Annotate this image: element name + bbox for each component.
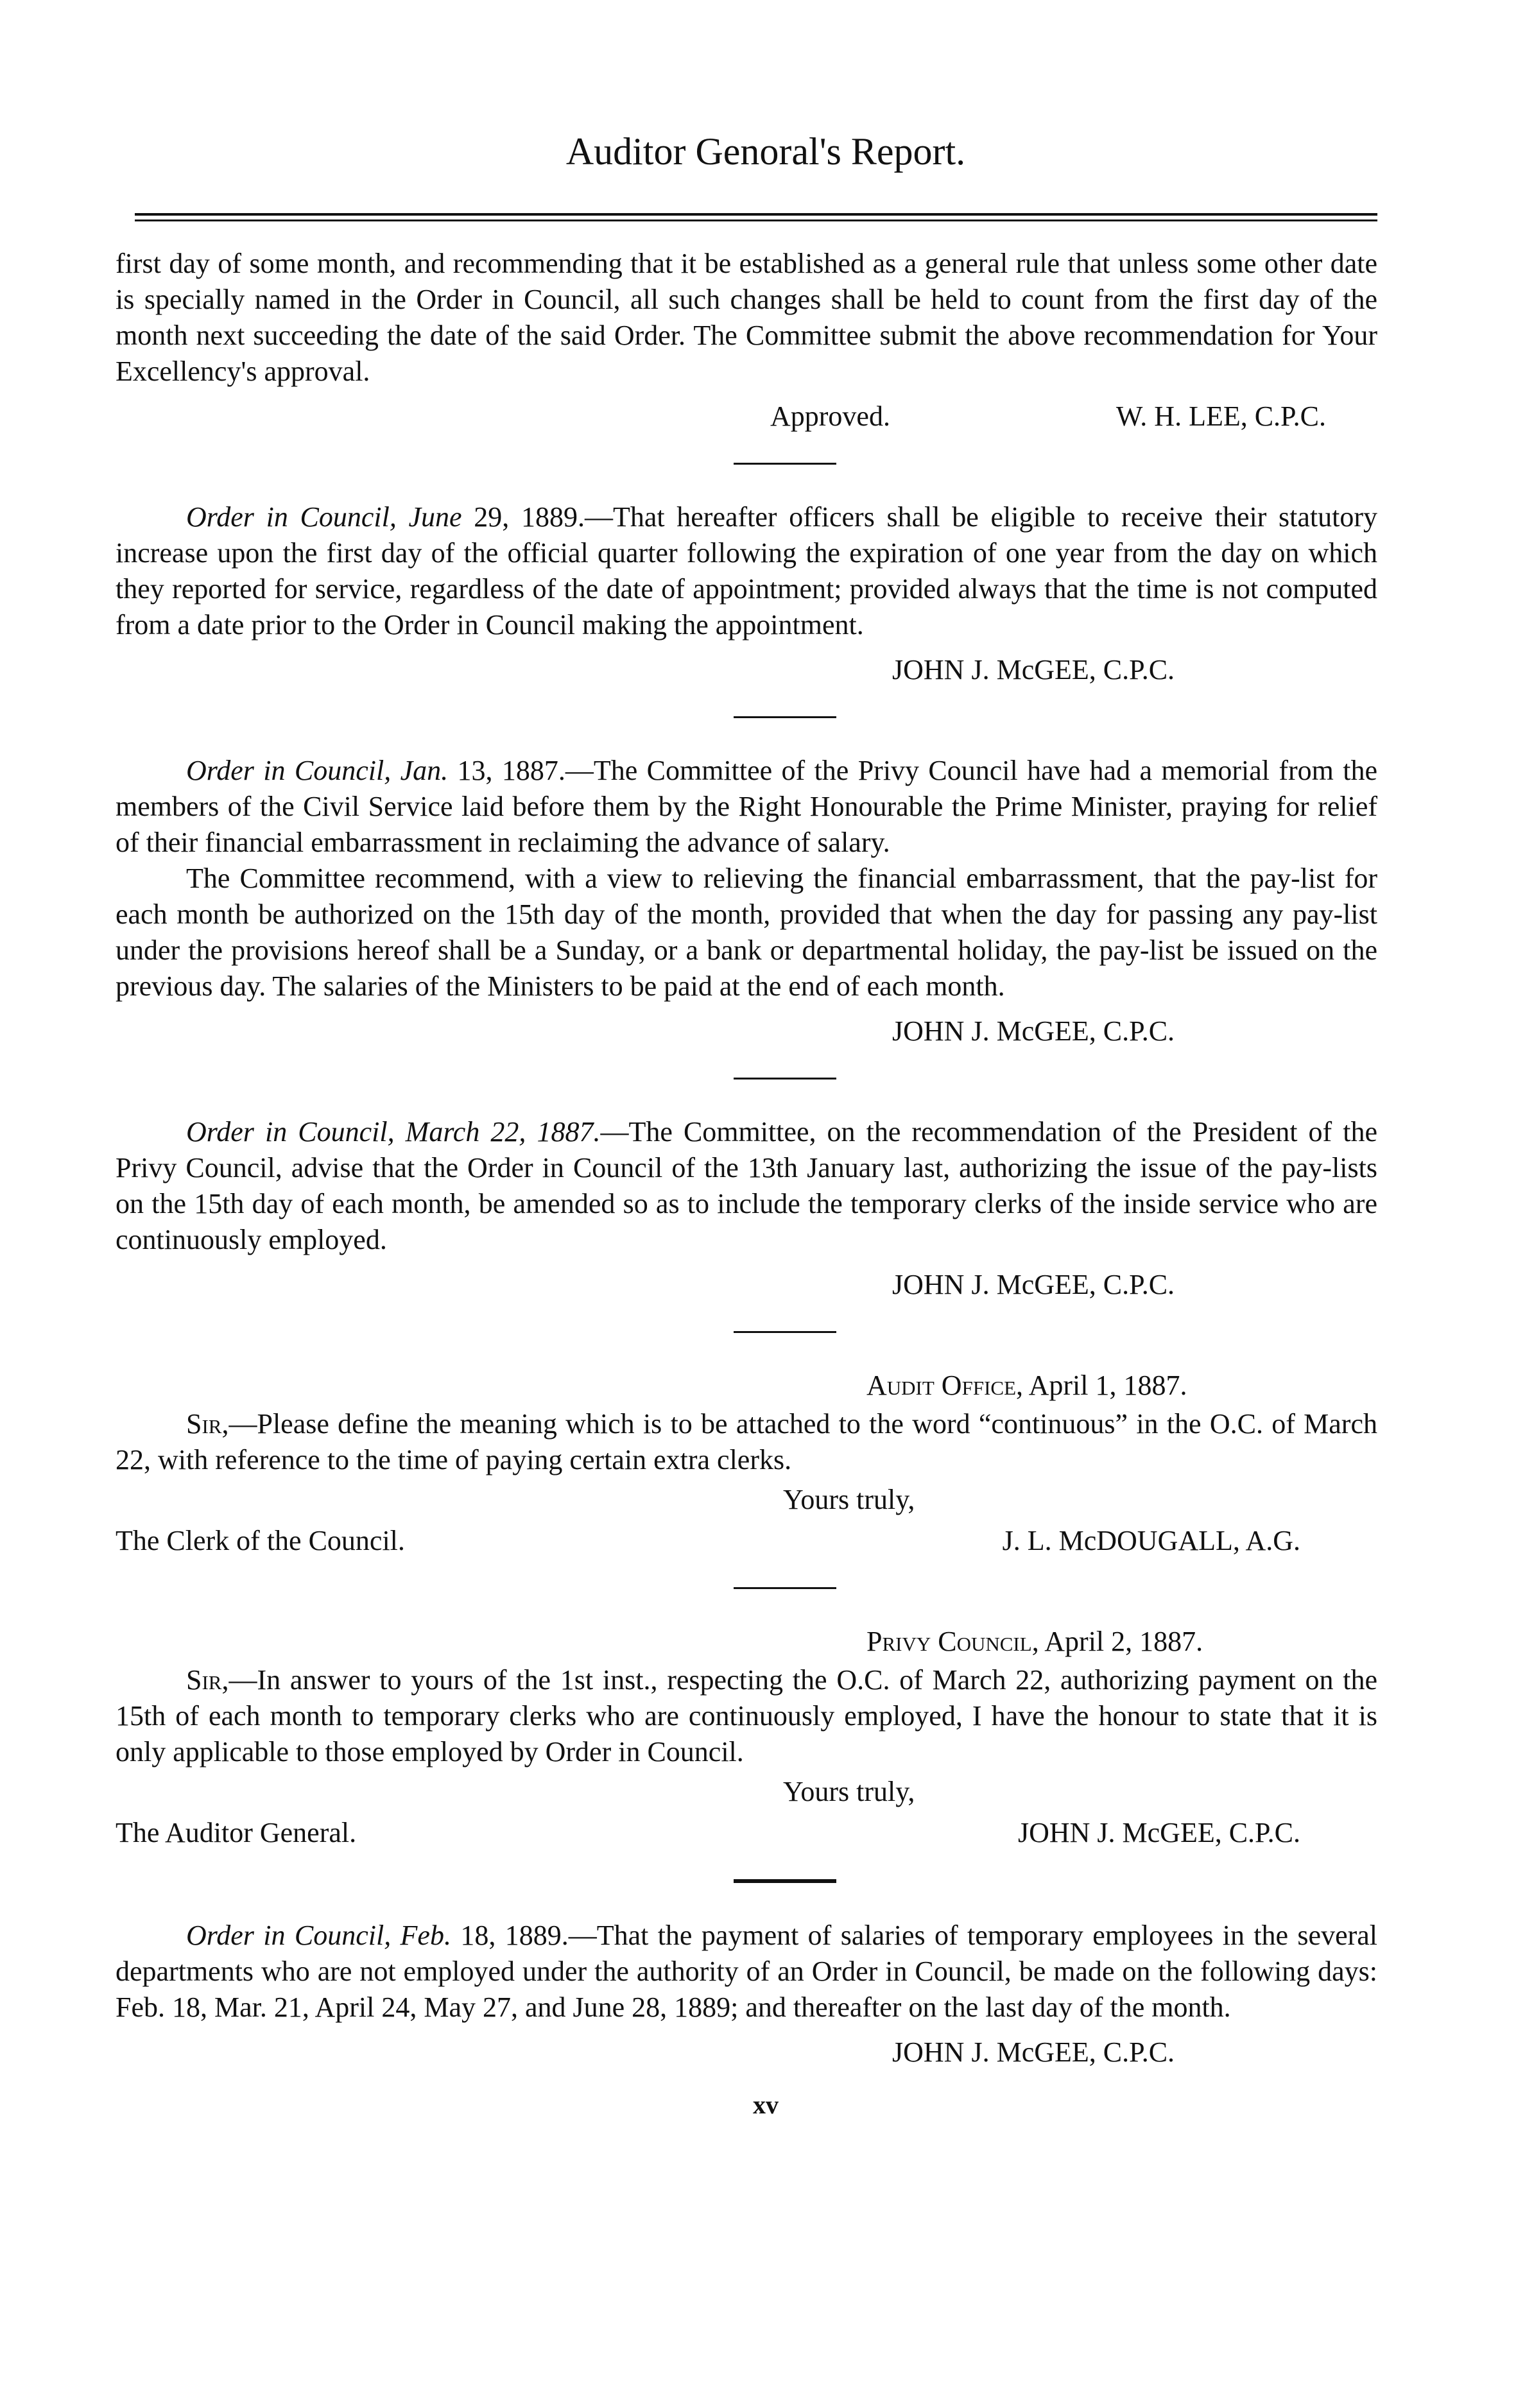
section-divider bbox=[734, 1078, 836, 1079]
privy-letter-signature: JOHN J. McGEE, C.P.C. bbox=[1017, 1817, 1300, 1848]
audit-letter-closing: Yours truly, bbox=[783, 1484, 915, 1515]
privy-letter-closing: Yours truly, bbox=[783, 1776, 915, 1807]
oc-march-1887-paragraph bbox=[116, 1114, 1377, 1258]
audit-letter-addressee: The Clerk of the Council. bbox=[116, 1525, 405, 1556]
oc-june-1889-heading: Order in Council, June bbox=[186, 501, 462, 533]
oc-june-1889-signature: JOHN J. McGEE, C.P.C. bbox=[892, 654, 1175, 685]
intro-signature: W. H. LEE, C.P.C. bbox=[1116, 400, 1326, 432]
privy-letter-dateline bbox=[116, 1624, 1377, 1660]
oc-feb-1889-heading: Order in Council, Feb. bbox=[186, 1920, 451, 1951]
privy-letter-footer bbox=[116, 1815, 1377, 1851]
header-double-rule bbox=[135, 213, 1377, 221]
oc-feb-1889-text: —That the payment of salaries of temporary employees in the several departments who are not employed under the authority of an Order in Council, be made on the following days: Feb. 18, Mar. 21, April 24, May 27, and June 28, 1889; and thereafter on the last day of the month. bbox=[116, 1920, 1378, 2023]
oc-march-1887-text: —The Committee, on the recommendation of the President of the Privy Council, advise that the Order in Council of the 13th January last, authorizing the issue of the pay-lists on the 15th day of each month, be amended so as to include the temporary clerks of the inside service who are continuously employed. bbox=[116, 1116, 1378, 1255]
oc-june-1889-paragraph bbox=[116, 499, 1377, 643]
oc-march-1887-signature: JOHN J. McGEE, C.P.C. bbox=[892, 1269, 1175, 1300]
oc-feb-1889-paragraph bbox=[116, 1918, 1377, 2025]
audit-letter-date: April 1, 1887. bbox=[1023, 1370, 1187, 1401]
privy-letter-text: —In answer to yours of the 1st inst., respecting the O.C. of March 22, authorizing payment on the 15th of each month to temporary clerks who are continuously employed, I have the honour to state that it is only applicable to those employed by Order in Council. bbox=[116, 1664, 1377, 1767]
oc-feb-1889-signature: JOHN J. McGEE, C.P.C. bbox=[892, 2036, 1175, 2068]
page-header: Auditor Genoral's Report. bbox=[565, 130, 966, 173]
section-divider bbox=[734, 463, 836, 465]
privy-letter-addressee: The Auditor General. bbox=[116, 1817, 357, 1848]
oc-jan-1887-signature: JOHN J. McGEE, C.P.C. bbox=[892, 1015, 1175, 1047]
page-number: xv bbox=[753, 2090, 779, 2119]
oc-jan-1887-text: —The Committee of the Privy Council have had a memorial from the members of the Civil Service laid before them by the Right Honourable the Prime Minister, praying for relief of their financial embarrassment in reclaiming the advance of salary. bbox=[116, 755, 1378, 858]
section-divider bbox=[734, 1331, 836, 1333]
audit-letter-footer bbox=[116, 1523, 1377, 1559]
oc-jan-1887-paragraph-2: The Committee recommend, with a view to relieving the financial embarrassment, that the pay-list for each month be authorized on the 15th day of the month, provided that when the day for passing any pay-list under the provisions hereof shall be a Sunday, or a bank or departmental holiday, the pay-list be issued on the previous day. The salaries of the Ministers to be paid at the end of each month. bbox=[116, 863, 1377, 1002]
oc-jan-1887-heading: Order in Council, Jan. bbox=[186, 755, 449, 786]
section-divider bbox=[734, 716, 836, 718]
privy-letter-body bbox=[116, 1662, 1377, 1770]
privy-letter-salutation: Sir, bbox=[186, 1664, 229, 1696]
approved-label: Approved. bbox=[770, 400, 890, 432]
oc-jan-1887-paragraph bbox=[116, 753, 1377, 861]
privy-letter-date: April 2, 1887. bbox=[1038, 1626, 1203, 1657]
audit-letter-signature: J. L. McDOUGALL, A.G. bbox=[1002, 1525, 1300, 1556]
audit-letter-place: Audit Office, bbox=[866, 1370, 1024, 1401]
intro-paragraph: first day of some month, and recommending that it be established as a general rule that unless some other date is specially named in the Order in Council, all such changes shall be held to count from the first day of the month next succeeding the date of the said Order. The Committee submit the above recommendation for Your Excellency's approval. bbox=[116, 248, 1377, 387]
oc-jan-1887-date: 13, 1887. bbox=[448, 755, 565, 786]
audit-letter-body bbox=[116, 1406, 1377, 1478]
oc-june-1889-date: 29, 1889. bbox=[461, 501, 585, 533]
privy-letter-place: Privy Council, bbox=[866, 1626, 1039, 1657]
audit-letter-dateline bbox=[116, 1368, 1377, 1404]
oc-march-1887-heading: Order in Council, March 22, 1887. bbox=[186, 1116, 601, 1148]
section-divider bbox=[734, 1879, 836, 1883]
oc-feb-1889-date: 18, 1889. bbox=[451, 1920, 569, 1951]
audit-letter-text: —Please define the meaning which is to be attached to the word “continuous” in the O.C. of March 22, with reference to the time of paying certain extra clerks. bbox=[116, 1408, 1377, 1475]
oc-june-1889-text: —That hereafter officers shall be eligible to receive their statutory increase upon the first day of the official quarter following the expiration of one year from the day on which they reported for service, regardless of the date of appointment; provided always that the time is not computed from a date prior to the Order in Council making the appointment. bbox=[116, 501, 1378, 641]
section-divider bbox=[734, 1587, 836, 1589]
audit-letter-salutation: Sir, bbox=[186, 1408, 229, 1440]
intro-approval-line bbox=[116, 399, 1377, 434]
